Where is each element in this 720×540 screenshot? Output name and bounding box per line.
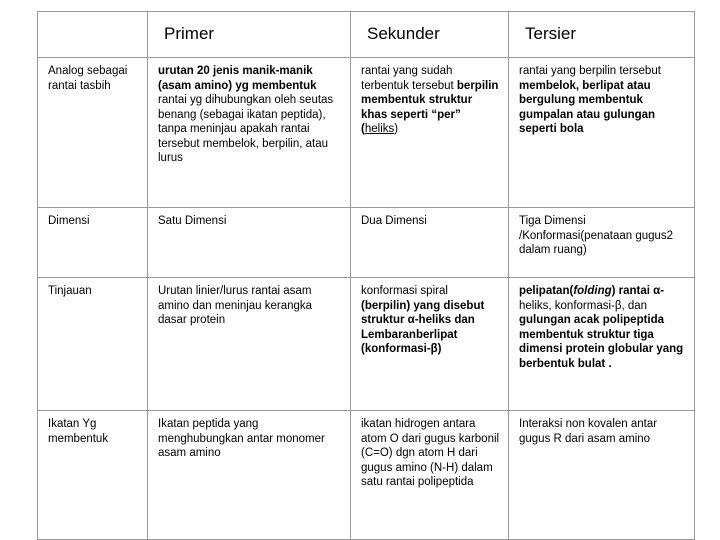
cell-text: heliks, konformasi-β, dan: [519, 299, 648, 312]
heliks-term: heliks: [364, 123, 395, 135]
cell-text: berpilin membentuk struktur khas seperti “per” (: [361, 79, 499, 135]
cell-text: ): [394, 123, 399, 135]
cell-sekunder-tinjauan: [351, 278, 509, 411]
cell-text: rantai yang sudah terbentuk tersebut: [361, 65, 454, 92]
row-label-tinjauan: Tinjauan: [38, 278, 148, 411]
cell-primer-analog: [148, 58, 351, 208]
cell-tersier-analog: [509, 58, 695, 208]
cell-text: ) rantai α-: [611, 285, 665, 297]
cell-sekunder-analog: [351, 58, 509, 208]
header-sekunder: Sekunder: [351, 12, 509, 58]
header-tersier: Tersier: [509, 12, 695, 58]
cell-text: pelipatan(: [519, 285, 574, 297]
cell-tersier-tinjauan: [509, 278, 695, 411]
header-primer: Primer: [148, 12, 351, 58]
cell-primer-dimensi: Satu Dimensi: [148, 208, 351, 278]
cell-text: rantai yang berpilin tersebut: [519, 65, 661, 77]
cell-text: gulungan acak polipeptida membentuk struktur tiga dimensi protein globular yang berbentuk bulat .: [519, 314, 684, 370]
table-row: [38, 411, 695, 540]
cell-sekunder-dimensi: Dua Dimensi: [351, 208, 509, 278]
header-row: [38, 12, 695, 58]
cell-tersier-dimensi: Tiga Dimensi /Konformasi(penataan gugus2 dalam ruang): [509, 208, 695, 278]
cell-primer-tinjauan: Urutan linier/lurus rantai asam amino dan meninjau kerangka dasar protein: [148, 278, 351, 411]
cell-text: konformasi spiral: [361, 285, 448, 297]
cell-text: urutan 20 jenis manik-manik (asam amino) yg membentuk: [158, 65, 317, 92]
folding-term: folding: [573, 285, 612, 297]
cell-text: (berpilin) yang disebut struktur α-heliks dan Lembaranberlipat (konformasi-β): [361, 299, 485, 355]
table-row: [38, 208, 695, 278]
cell-text: membelok, berlipat atau bergulung membentuk gumpalan atau gulungan seperti bola: [519, 79, 656, 135]
row-label-ikatan: Ikatan Yg membentuk: [38, 411, 148, 540]
table-row: [38, 278, 695, 411]
cell-primer-ikatan: Ikatan peptida yang menghubungkan antar monomer asam amino: [148, 411, 351, 540]
protein-structure-table: [37, 11, 695, 540]
row-label-analog: Analog sebagai rantai tasbih: [38, 58, 148, 208]
cell-text: rantai yg dihubungkan oleh seutas benang (sebagai ikatan peptida), tanpa meninjau apakah rantai tersebut membelok, berpilin, atau lurus: [158, 94, 334, 164]
cell-sekunder-ikatan: ikatan hidrogen antara atom O dari gugus karbonil (C=O) dgn atom H dari gugus amino (N-H) dalam satu rantai polipeptida: [351, 411, 509, 540]
row-label-dimensi: Dimensi: [38, 208, 148, 278]
cell-tersier-ikatan: Interaksi non kovalen antar gugus R dari asam amino: [509, 411, 695, 540]
header-empty-cell: [38, 12, 148, 58]
table-row: [38, 58, 695, 208]
